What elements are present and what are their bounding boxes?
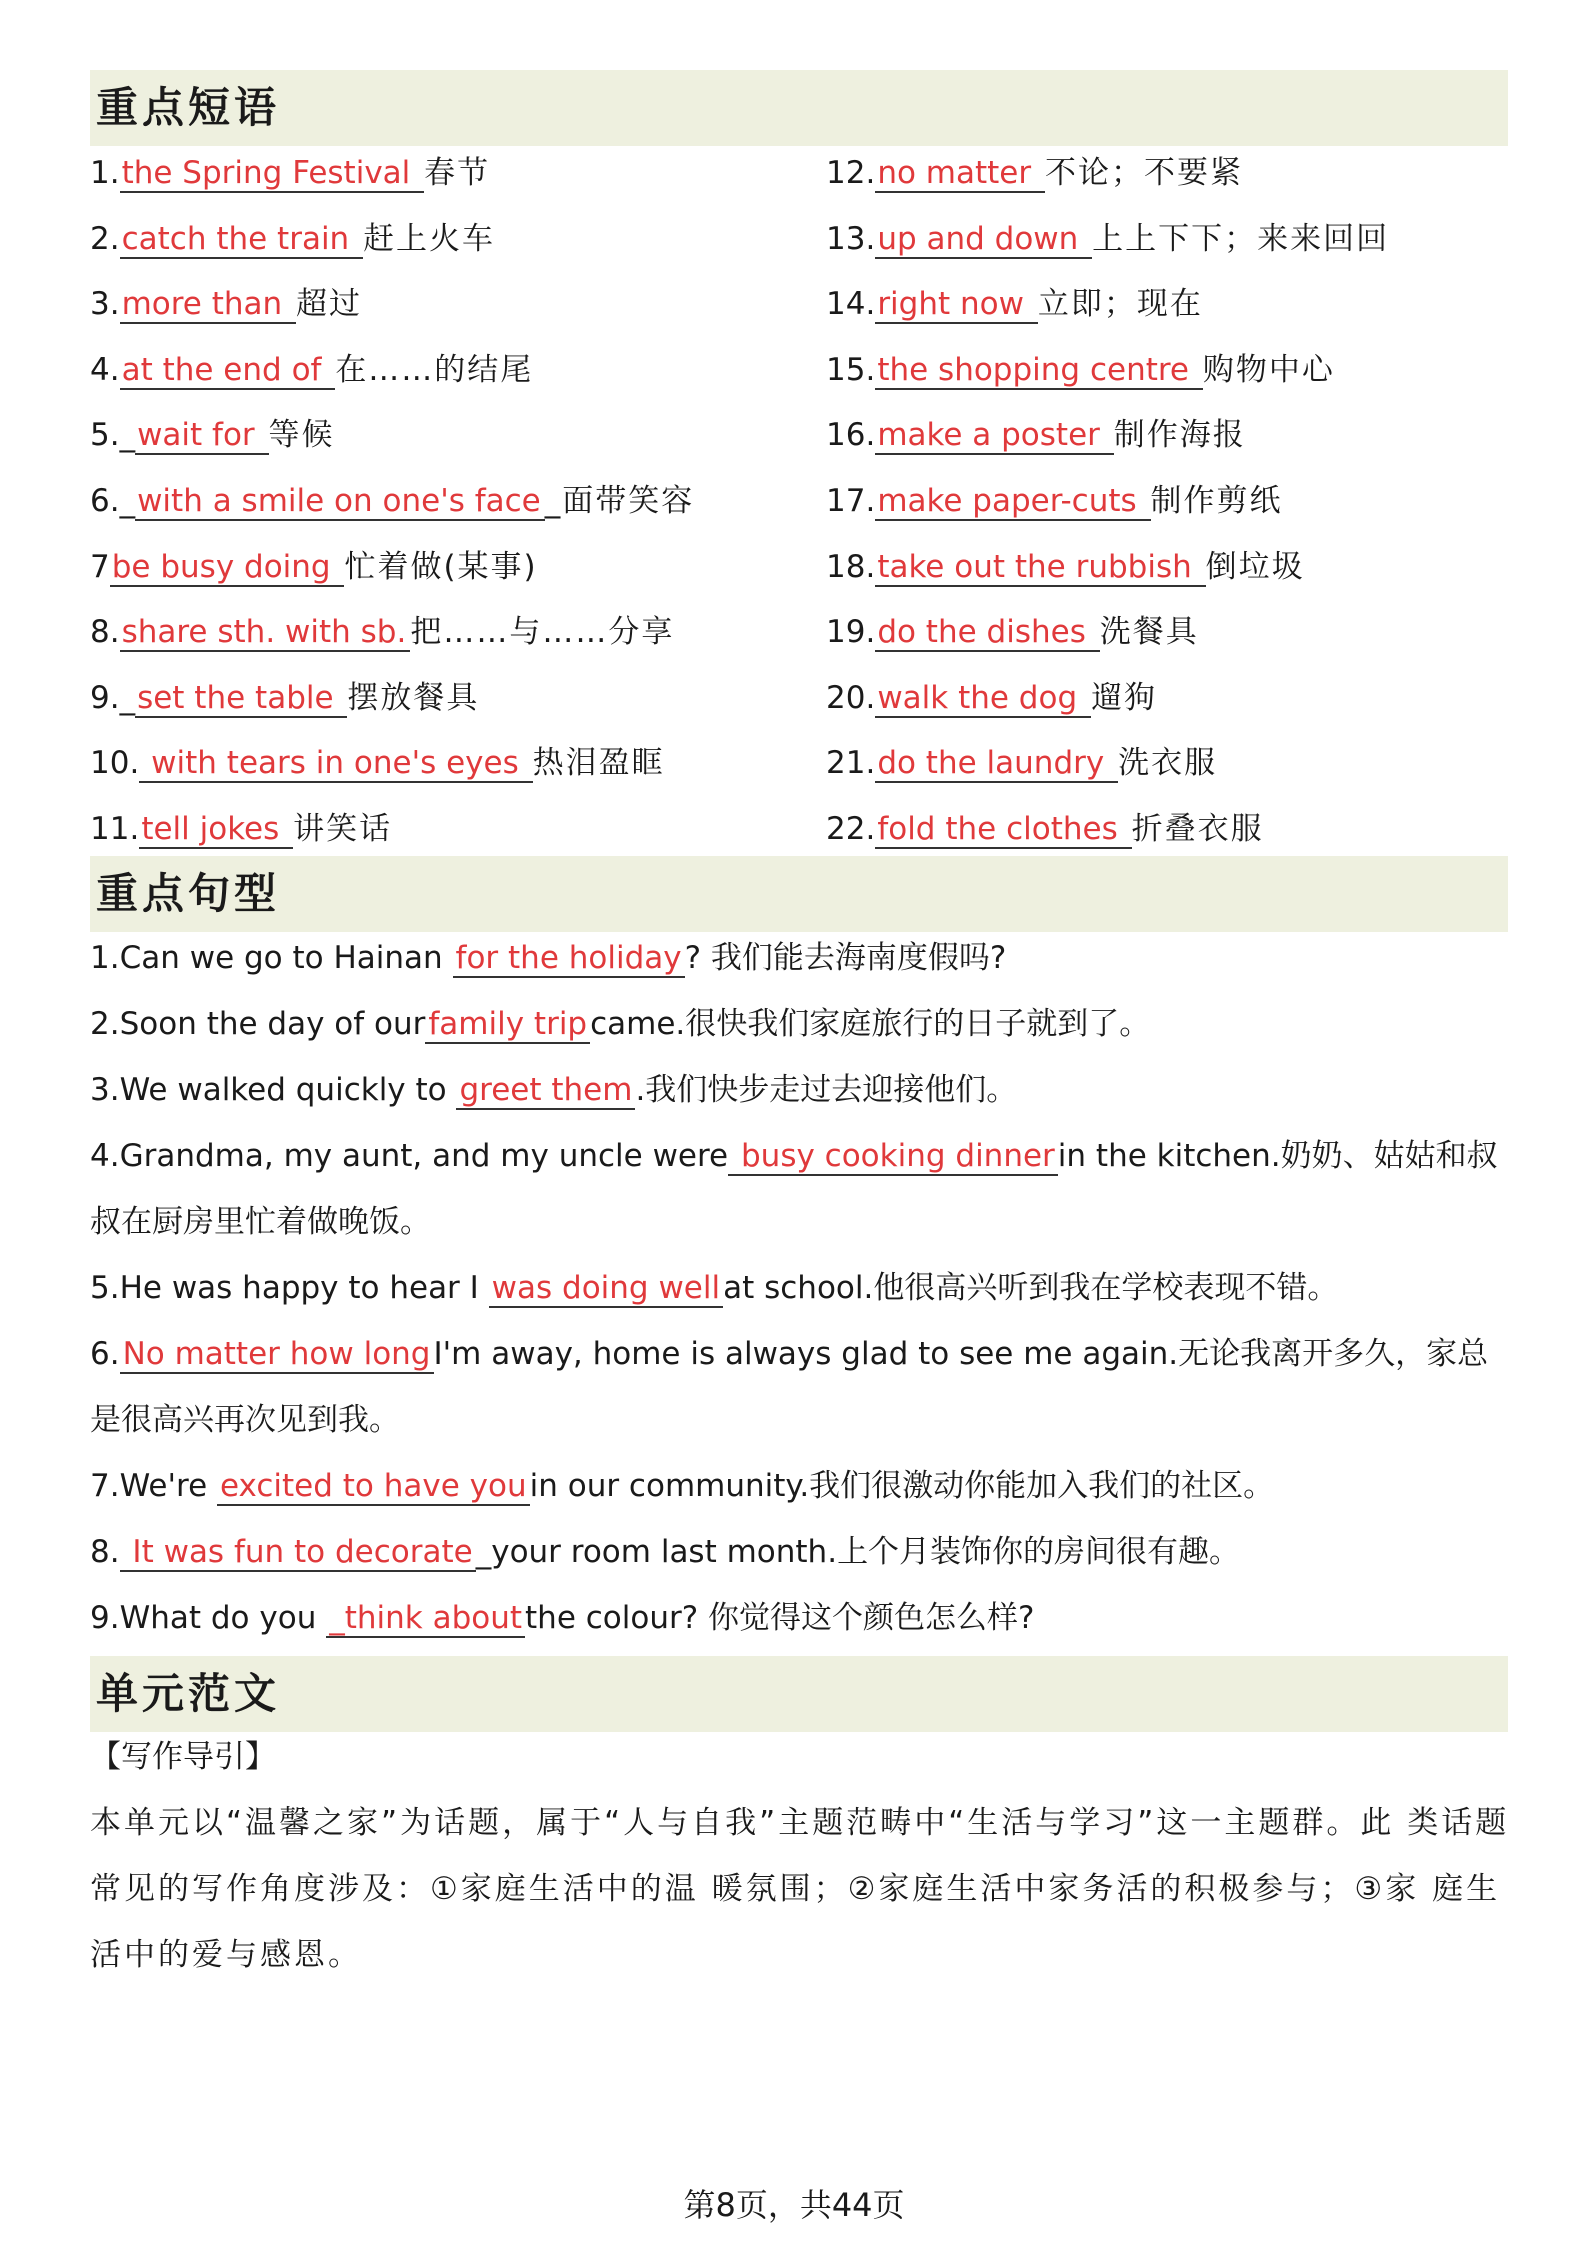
phrase-item <box>90 473 694 529</box>
phrase-item <box>826 145 1243 201</box>
phrase-number: 1. <box>90 155 120 191</box>
phrase-meaning: 赶上火车 <box>363 220 496 257</box>
phrase-meaning: 立即；现在 <box>1037 286 1203 323</box>
phrase-meaning: 折叠衣服 <box>1131 811 1264 847</box>
sentence-answer: It was fun to decorate <box>120 1534 476 1572</box>
sentence-text: 8. <box>90 1534 120 1570</box>
phrase-item <box>826 276 1203 332</box>
phrase-item <box>90 342 533 398</box>
phrase-item <box>90 276 362 332</box>
sentence-item <box>90 925 1510 991</box>
phrase-number: 8. <box>90 614 120 651</box>
sentence-text: 1.Can we go to Hainan <box>90 940 453 976</box>
phrase-answer: do the dishes <box>875 614 1099 652</box>
phrase-item <box>826 735 1217 791</box>
phrase-item <box>90 211 495 267</box>
phrase-number: 20. <box>826 679 876 716</box>
phrase-answer: make a poster <box>875 417 1113 455</box>
phrase-number: 6._ <box>90 483 136 519</box>
phrase-answer: more than <box>120 286 296 324</box>
sentence-text: I'm away, home is always glad to see me again.无论我离开多久，家总是很高兴再次见到我。 <box>90 1336 1489 1438</box>
phrase-meaning: 洗衣服 <box>1118 745 1218 782</box>
sentence-item <box>90 1453 1510 1519</box>
sentence-answer: _think about <box>326 1600 525 1638</box>
phrase-number: 4. <box>90 351 120 388</box>
phrase-number: 16. <box>826 417 876 454</box>
writing-guide-title: 【写作导引】 <box>90 1739 276 1775</box>
phrase-answer: tell jokes <box>139 811 293 849</box>
sentence-text: in the kitchen.奶奶、姑姑和叔叔在厨房里忙着做晚饭。 <box>90 1138 1498 1240</box>
section-header-phrases: 重点短语 <box>90 70 1508 146</box>
phrase-answer: take out the rubbish <box>875 549 1205 587</box>
sentence-answer: busy cooking dinner <box>728 1138 1058 1176</box>
phrase-meaning: 春节 <box>424 155 491 191</box>
phrase-answer: fold the clothes <box>875 811 1131 849</box>
phrase-number: 9._ <box>90 679 136 716</box>
sentence-answer: family trip <box>425 1006 590 1044</box>
phrase-item <box>90 801 392 857</box>
sentence-answer: excited to have you <box>217 1468 530 1506</box>
sentence-item <box>90 991 1510 1057</box>
sentence-answer: was doing well <box>489 1270 723 1308</box>
phrase-number: 7 <box>90 548 110 585</box>
phrase-meaning: 等候 <box>268 417 335 454</box>
phrase-meaning: 制作剪纸 <box>1150 483 1283 519</box>
sentence-text: 7.We're <box>90 1468 217 1504</box>
phrase-answer: at the end of <box>120 352 336 390</box>
phrase-answer: do the laundry <box>875 745 1118 783</box>
phrase-meaning: _面带笑容 <box>544 483 695 519</box>
sentence-text: 5.He was happy to hear I <box>90 1270 489 1306</box>
phrase-meaning: 讲笑话 <box>293 811 393 847</box>
writing-guide-body: 本单元以“温馨之家”为话题，属于“人与自我”主题范畴中“生活与学习”这一主题群。此 类话题常见的写作角度涉及：①家庭生活中的温 暖氛围；②家庭生活中家务活的积极参与；③家 庭生活中的爱与感恩。 <box>90 1805 1510 1973</box>
phrase-item <box>826 670 1157 726</box>
phrase-item <box>90 670 479 726</box>
phrase-number: 14. <box>826 286 876 323</box>
phrase-meaning: 不论；不要紧 <box>1044 155 1243 191</box>
phrase-meaning: 热泪盈眶 <box>532 745 665 782</box>
section-header-sentences: 重点句型 <box>90 856 1508 932</box>
sentence-item <box>90 1519 1510 1585</box>
phrase-meaning: 倒垃圾 <box>1205 548 1305 585</box>
phrase-meaning: 购物中心 <box>1202 351 1335 388</box>
phrase-answer: up and down <box>875 221 1092 259</box>
sentence-text: the colour? 你觉得这个颜色怎么样? <box>525 1600 1035 1636</box>
phrase-number: 15. <box>826 351 876 388</box>
sentence-text: 9.What do you <box>90 1600 327 1636</box>
sentence-text: 6. <box>90 1336 120 1372</box>
phrase-number: 22. <box>826 811 876 847</box>
phrase-answer: make paper-cuts <box>875 483 1150 521</box>
sentence-item <box>90 1123 1510 1255</box>
phrase-item <box>826 407 1246 463</box>
phrase-number: 17. <box>826 483 876 519</box>
phrase-item <box>826 539 1305 595</box>
sentence-text: 4.Grandma, my aunt, and my uncle were <box>90 1138 729 1174</box>
sentence-text: .我们快步走过去迎接他们。 <box>635 1072 1018 1108</box>
phrase-number: 5._ <box>90 417 136 454</box>
phrase-number: 19. <box>826 614 876 651</box>
phrase-number: 13. <box>826 220 876 257</box>
phrase-answer: catch the train <box>120 221 363 259</box>
sentence-text: 2.Soon the day of our <box>90 1006 426 1042</box>
phrase-answer: walk the dog <box>875 680 1091 718</box>
phrase-answer: share sth. with sb. <box>120 614 411 652</box>
phrase-item <box>90 604 674 660</box>
phrase-answer: be busy doing <box>110 549 345 587</box>
phrase-item <box>826 604 1199 660</box>
phrase-answer: no matter <box>875 155 1045 193</box>
phrase-meaning: 在……的结尾 <box>335 351 534 388</box>
phrase-item <box>826 211 1389 267</box>
phrase-answer: with tears in one's eyes <box>139 745 532 783</box>
phrase-meaning: 忙着做(某事) <box>344 548 538 585</box>
phrase-meaning: 把……与……分享 <box>410 614 675 651</box>
phrase-answer: the Spring Festival <box>120 155 425 193</box>
sentence-answer: No matter how long <box>120 1336 434 1374</box>
phrase-number: 3. <box>90 286 120 323</box>
sentence-text: in our community.我们很激动你能加入我们的社区。 <box>529 1468 1275 1504</box>
phrase-item <box>90 539 538 595</box>
phrase-number: 11. <box>90 811 140 847</box>
phrase-meaning: 超过 <box>296 286 363 323</box>
phrase-answer: with a smile on one's face <box>135 483 545 521</box>
sentence-answer: greet them <box>456 1072 635 1110</box>
phrase-answer: set the table <box>135 680 347 718</box>
sentence-text: at school.他很高兴听到我在学校表现不错。 <box>723 1270 1339 1306</box>
phrase-meaning: 制作海报 <box>1113 417 1246 454</box>
sentence-answer: for the holiday <box>453 940 685 978</box>
phrase-meaning: 洗餐具 <box>1099 614 1199 651</box>
phrase-number: 18. <box>826 548 876 585</box>
phrase-item <box>90 735 665 791</box>
page-footer: 第8页，共44页 <box>683 2186 905 2224</box>
sentence-text: ? 我们能去海南度假吗? <box>684 940 1007 976</box>
sentence-text: 3.We walked quickly to <box>90 1072 457 1108</box>
sentence-text: came.很快我们家庭旅行的日子就到了。 <box>590 1006 1151 1042</box>
sentence-item <box>90 1255 1510 1321</box>
phrase-item <box>90 407 335 463</box>
phrase-number: 10. <box>90 745 140 782</box>
phrase-number: 21. <box>826 745 876 782</box>
phrase-item <box>826 342 1335 398</box>
phrase-number: 2. <box>90 220 120 257</box>
phrase-meaning: 摆放餐具 <box>347 679 480 716</box>
sentence-item <box>90 1321 1510 1453</box>
phrase-item <box>826 801 1264 857</box>
phrase-number: 12. <box>826 155 876 191</box>
phrase-answer: wait for <box>135 417 268 455</box>
phrase-answer: the shopping centre <box>875 352 1203 390</box>
phrase-item <box>90 145 490 201</box>
phrase-meaning: 上上下下；来来回回 <box>1092 220 1390 257</box>
phrase-answer: right now <box>875 286 1038 324</box>
phrase-item <box>826 473 1283 529</box>
sentence-item <box>90 1585 1510 1651</box>
section-header-essay: 单元范文 <box>90 1656 1508 1732</box>
phrase-meaning: 遛狗 <box>1091 679 1157 716</box>
sentence-item <box>90 1057 1510 1123</box>
sentence-text: _your room last month.上个月装饰你的房间很有趣。 <box>475 1534 1241 1570</box>
